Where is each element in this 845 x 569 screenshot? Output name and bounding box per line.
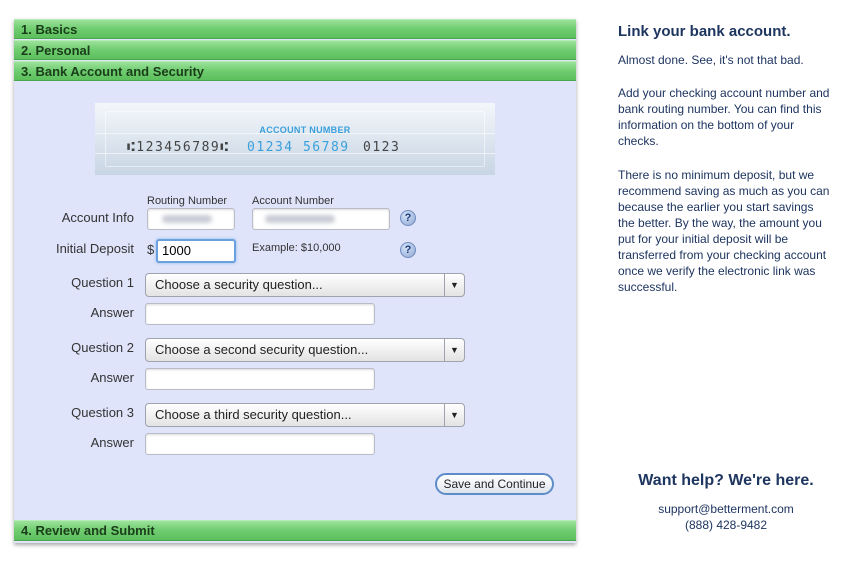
answer1-input[interactable] — [145, 303, 375, 325]
initial-deposit-input[interactable]: 1000 — [156, 239, 236, 263]
sidebar-title: Link your bank account. — [618, 23, 791, 40]
chevron-down-icon: ▼ — [444, 404, 464, 426]
answer3-input[interactable] — [145, 433, 375, 455]
deposit-example-text: Example: $10,000 — [252, 242, 341, 254]
step-bank-account-header[interactable]: 3. Bank Account and Security — [14, 61, 576, 81]
question2-value: Choose a second security question... — [155, 342, 369, 357]
question1-label: Question 1 — [71, 275, 134, 290]
question3-value: Choose a third security question... — [155, 407, 352, 422]
support-email-link[interactable]: support@betterment.com — [658, 502, 794, 516]
account-number-input[interactable] — [252, 208, 390, 230]
routing-number-input[interactable] — [147, 208, 235, 230]
sidebar-deposit-info: There is no minimum deposit, but we recommend saving as much as you can because the earlier you start savings the better. By the way, the amount you put for your initial deposit will be transferred from your checking account once we verify the electronic link was successful. — [618, 168, 830, 294]
question3-label: Question 3 — [71, 405, 134, 420]
question2-select[interactable] — [145, 338, 465, 362]
question1-select[interactable] — [145, 273, 465, 297]
answer2-label: Answer — [90, 370, 134, 385]
deposit-help-icon[interactable]: ? — [400, 242, 416, 258]
step-review-submit-header[interactable]: 4. Review and Submit — [14, 520, 576, 541]
answer3-label: Answer — [90, 435, 134, 450]
question2-label: Question 2 — [71, 340, 134, 355]
step-basics-header[interactable]: 1. Basics — [14, 19, 576, 39]
answer1-label: Answer — [90, 305, 134, 320]
check-account-micr: 01234 56789 — [247, 140, 350, 155]
chevron-down-icon: ▼ — [444, 274, 464, 296]
sidebar-intro-text: Almost done. See, it's not that bad. — [618, 53, 804, 67]
initial-deposit-label: Initial Deposit — [55, 241, 134, 256]
question1-value: Choose a security question... — [155, 277, 323, 292]
support-phone: (888) 428-9482 — [684, 518, 768, 532]
currency-symbol: $ — [147, 242, 155, 257]
question3-select[interactable] — [145, 403, 465, 427]
routing-number-header: Routing Number — [147, 195, 228, 207]
chevron-down-icon: ▼ — [444, 339, 464, 361]
account-info-help-icon[interactable]: ? — [400, 210, 416, 226]
help-heading: Want help? We're here. — [638, 472, 814, 489]
signup-panel — [14, 19, 576, 543]
step-personal-header[interactable]: 2. Personal — [14, 40, 576, 60]
account-number-header: Account Number — [252, 195, 334, 207]
check-illustration — [95, 103, 495, 175]
sidebar-account-instructions: Add your checking account number and bank routing number. You can find this information on the bottom of your checks. — [618, 86, 830, 148]
check-routing-micr: ⑆123456789⑆ — [127, 140, 230, 155]
answer2-input[interactable] — [145, 368, 375, 390]
check-account-number-label: ACCOUNT NUMBER — [259, 125, 351, 135]
check-number-micr: 0123 — [363, 140, 401, 155]
account-info-label: Account Info — [61, 210, 134, 225]
save-and-continue-button[interactable]: Save and Continue — [435, 473, 554, 495]
